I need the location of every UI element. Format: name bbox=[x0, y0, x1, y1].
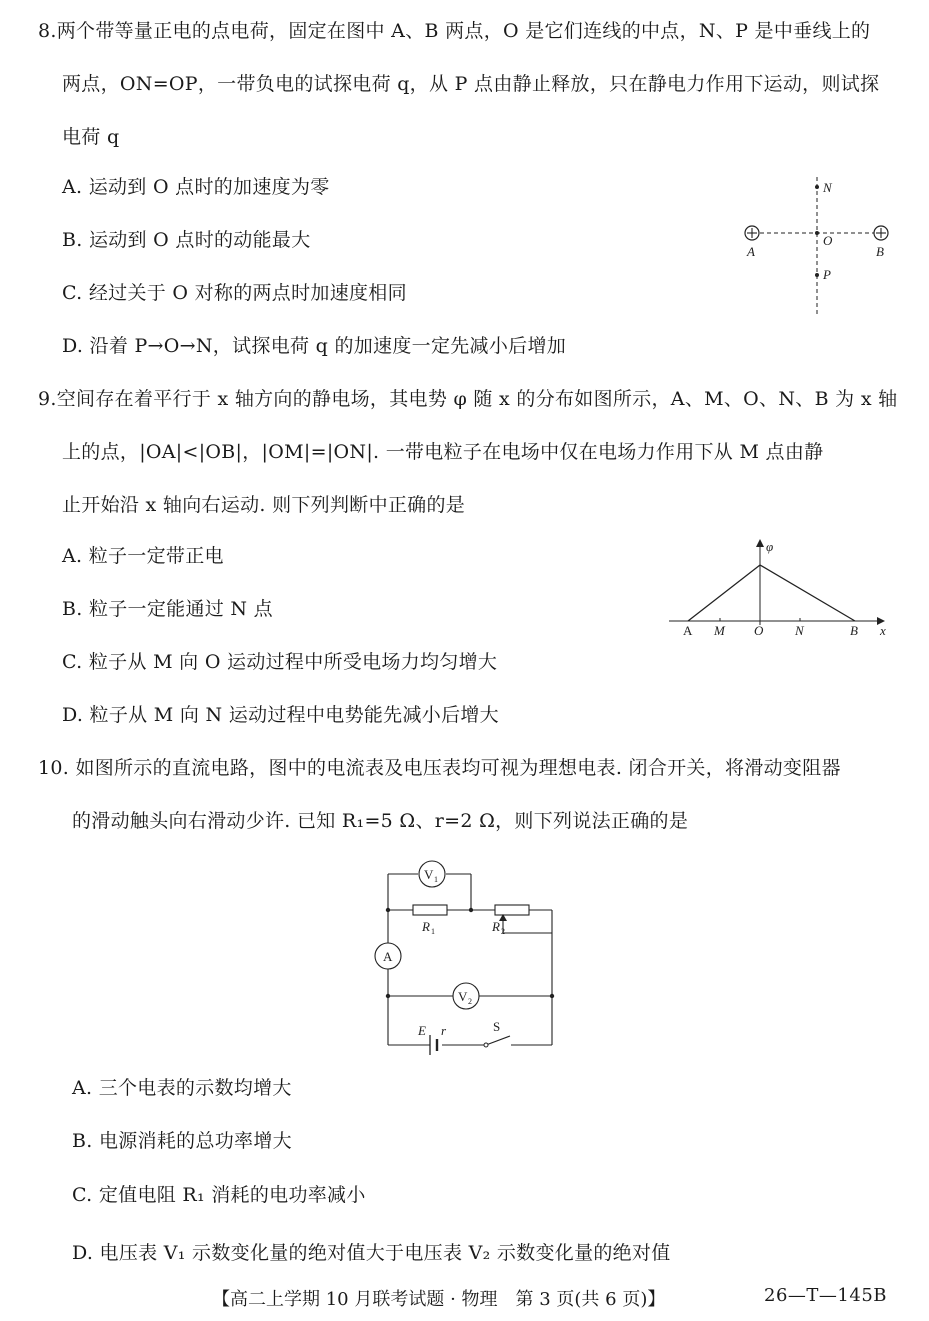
q10-option-b: B. 电源消耗的总功率增大 bbox=[72, 1130, 292, 1152]
q9-option-d: D. 粒子从 M 向 N 运动过程中电势能先减小后增大 bbox=[62, 704, 499, 726]
q8-option-d: D. 沿着 P→O→N，试探电荷 q 的加速度一定先减小后增加 bbox=[62, 335, 567, 357]
q9-option-a: A. 粒子一定带正电 bbox=[62, 545, 224, 567]
q9-stem-line-1: 9.空间存在着平行于 x 轴方向的静电场，其电势 φ 随 x 的分布如图所示，A、M、O、N、B 为 x 轴 bbox=[38, 388, 898, 410]
r2-label: R bbox=[492, 919, 500, 934]
q8-option-b: B. 运动到 O 点时的动能最大 bbox=[62, 229, 311, 251]
v2-label: V bbox=[458, 989, 468, 1004]
q10-option-a: A. 三个电表的示数均增大 bbox=[72, 1077, 292, 1099]
page-footer-title: 【高二上学期 10 月联考试题 · 物理 第 3 页(共 6 页)】 bbox=[212, 1289, 666, 1310]
q8-label-b: B bbox=[876, 244, 884, 259]
q9-axis-phi: φ bbox=[766, 539, 774, 554]
q9-label-o: O bbox=[754, 623, 764, 638]
q8-stem-line-3: 电荷 q bbox=[62, 126, 120, 148]
q9-label-m: M bbox=[714, 623, 725, 638]
q9-label-b: B bbox=[850, 623, 858, 638]
r1-label: R bbox=[422, 919, 430, 934]
q9-stem-line-2: 上的点，|OA|<|OB|，|OM|=|ON|. 一带电粒子在电场中仅在电场力作用下从 M 点由静 bbox=[62, 441, 824, 463]
q9-label-a: A bbox=[683, 623, 693, 638]
q9-option-b: B. 粒子一定能通过 N 点 bbox=[62, 598, 273, 620]
r2-subscript: 2 bbox=[501, 927, 505, 936]
q8-stem-line-1: 8.两个带等量正电的点电荷，固定在图中 A、B 两点，O 是它们连线的中点，N、P 是中垂线上的 bbox=[38, 20, 871, 42]
exam-code: 26—T—145B bbox=[764, 1285, 887, 1306]
q8-option-a: A. 运动到 O 点时的加速度为零 bbox=[62, 176, 330, 198]
q8-figure bbox=[738, 172, 898, 317]
switch-label: S bbox=[493, 1019, 501, 1034]
r-label: r bbox=[441, 1023, 447, 1038]
q8-option-c: C. 经过关于 O 对称的两点时加速度相同 bbox=[62, 282, 407, 304]
q8-label-p: P bbox=[823, 267, 831, 282]
v1-label: V bbox=[424, 867, 434, 882]
q10-stem-line-1: 10. 如图所示的直流电路，图中的电流表及电压表均可视为理想电表. 闭合开关，将滑动变阻器 bbox=[38, 757, 841, 779]
q10-circuit-diagram bbox=[355, 855, 570, 1055]
q10-option-d: D. 电压表 V₁ 示数变化量的绝对值大于电压表 V₂ 示数变化量的绝对值 bbox=[72, 1242, 671, 1264]
v1-subscript: 1 bbox=[434, 875, 438, 884]
v2-subscript: 2 bbox=[468, 997, 472, 1006]
q10-stem-line-2: 的滑动触头向右滑动少许. 已知 R₁=5 Ω、r=2 Ω，则下列说法正确的是 bbox=[72, 810, 689, 832]
q8-label-o: O bbox=[823, 233, 833, 248]
q8-label-a: A bbox=[747, 244, 755, 259]
potential-curve bbox=[688, 565, 855, 621]
q9-axis-x: x bbox=[880, 623, 886, 638]
ammeter-label: A bbox=[383, 949, 393, 964]
e-label: E bbox=[418, 1023, 426, 1038]
q10-option-c: C. 定值电阻 R₁ 消耗的电功率减小 bbox=[72, 1184, 366, 1206]
q9-label-n: N bbox=[795, 623, 804, 638]
r1-subscript: 1 bbox=[431, 927, 435, 936]
q9-option-c: C. 粒子从 M 向 O 运动过程中所受电场力均匀增大 bbox=[62, 651, 498, 673]
q9-potential-graph bbox=[665, 535, 895, 645]
q8-label-n: N bbox=[823, 180, 832, 195]
q8-stem-line-2: 两点，ON=OP，一带负电的试探电荷 q，从 P 点由静止释放，只在静电力作用下运动，则试探 bbox=[62, 73, 880, 95]
q9-stem-line-3: 止开始沿 x 轴向右运动. 则下列判断中正确的是 bbox=[62, 494, 466, 516]
